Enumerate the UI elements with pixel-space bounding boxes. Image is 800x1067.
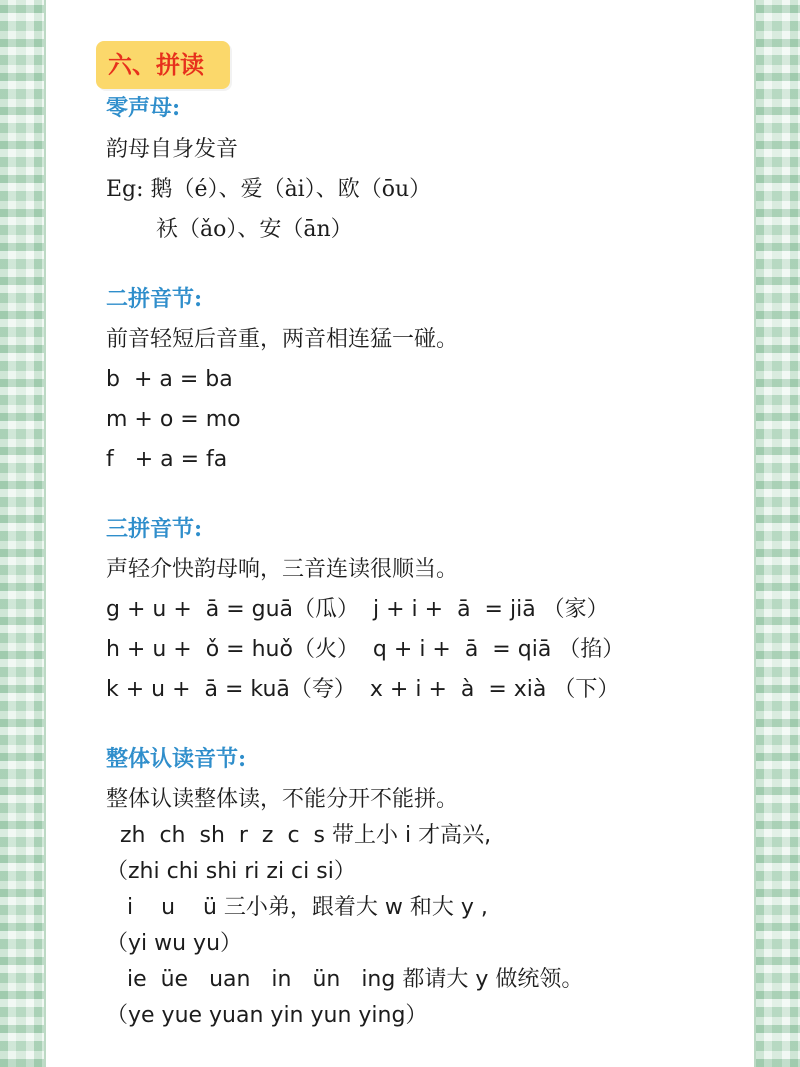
three-part-row: g + u + ā = guā（瓜） j + i + ā = jiā （家） (106, 597, 609, 622)
three-part-desc: 声轻介快韵母响，三音连读很顺当。 (106, 557, 459, 582)
two-part-row: m + o = mo (106, 407, 241, 432)
whole-read-desc: 整体认读整体读，不能分开不能拼。 (106, 787, 459, 812)
three-part-row: k + u + ā = kuā（夸） x + i + à = xià （下） (106, 677, 620, 702)
two-part-row: b + a = ba (106, 367, 233, 392)
page-title: 六、拼读 (108, 50, 204, 79)
two-part-desc: 前音轻短后音重，两音相连猛一碰。 (106, 327, 459, 352)
three-part-heading: 三拼音节: (106, 516, 203, 542)
whole-read-line: ie üe uan in ün ing 都请大 y 做统领。 (106, 967, 584, 992)
whole-read-line: （yi wu yu） (106, 931, 243, 956)
two-part-row: f + a = fa (106, 447, 228, 472)
whole-read-line: zh ch sh r z c s 带上小 i 才高兴, (106, 823, 492, 848)
whole-read-line: （ye yue yuan yin yun ying） (106, 1003, 428, 1028)
whole-read-line: i u ü 三小弟，跟着大 w 和大 y , (106, 895, 488, 920)
whole-read-heading: 整体认读音节: (106, 746, 247, 772)
zero-initial-example-2: 袄（ǎo）、安（ān） (156, 217, 353, 242)
two-part-heading: 二拼音节: (106, 286, 203, 312)
zero-initial-desc: 韵母自身发音 (106, 137, 239, 162)
three-part-row: h + u + ǒ = huǒ（火） q + i + ā = qiā （掐） (106, 637, 625, 662)
zero-initial-example-1: Eg: 鹅（é）、爱（ài）、欧（ōu） (106, 177, 432, 202)
zero-initial-heading: 零声母: (106, 95, 181, 121)
whole-read-line: （zhi chi shi ri zi ci si） (106, 859, 356, 884)
